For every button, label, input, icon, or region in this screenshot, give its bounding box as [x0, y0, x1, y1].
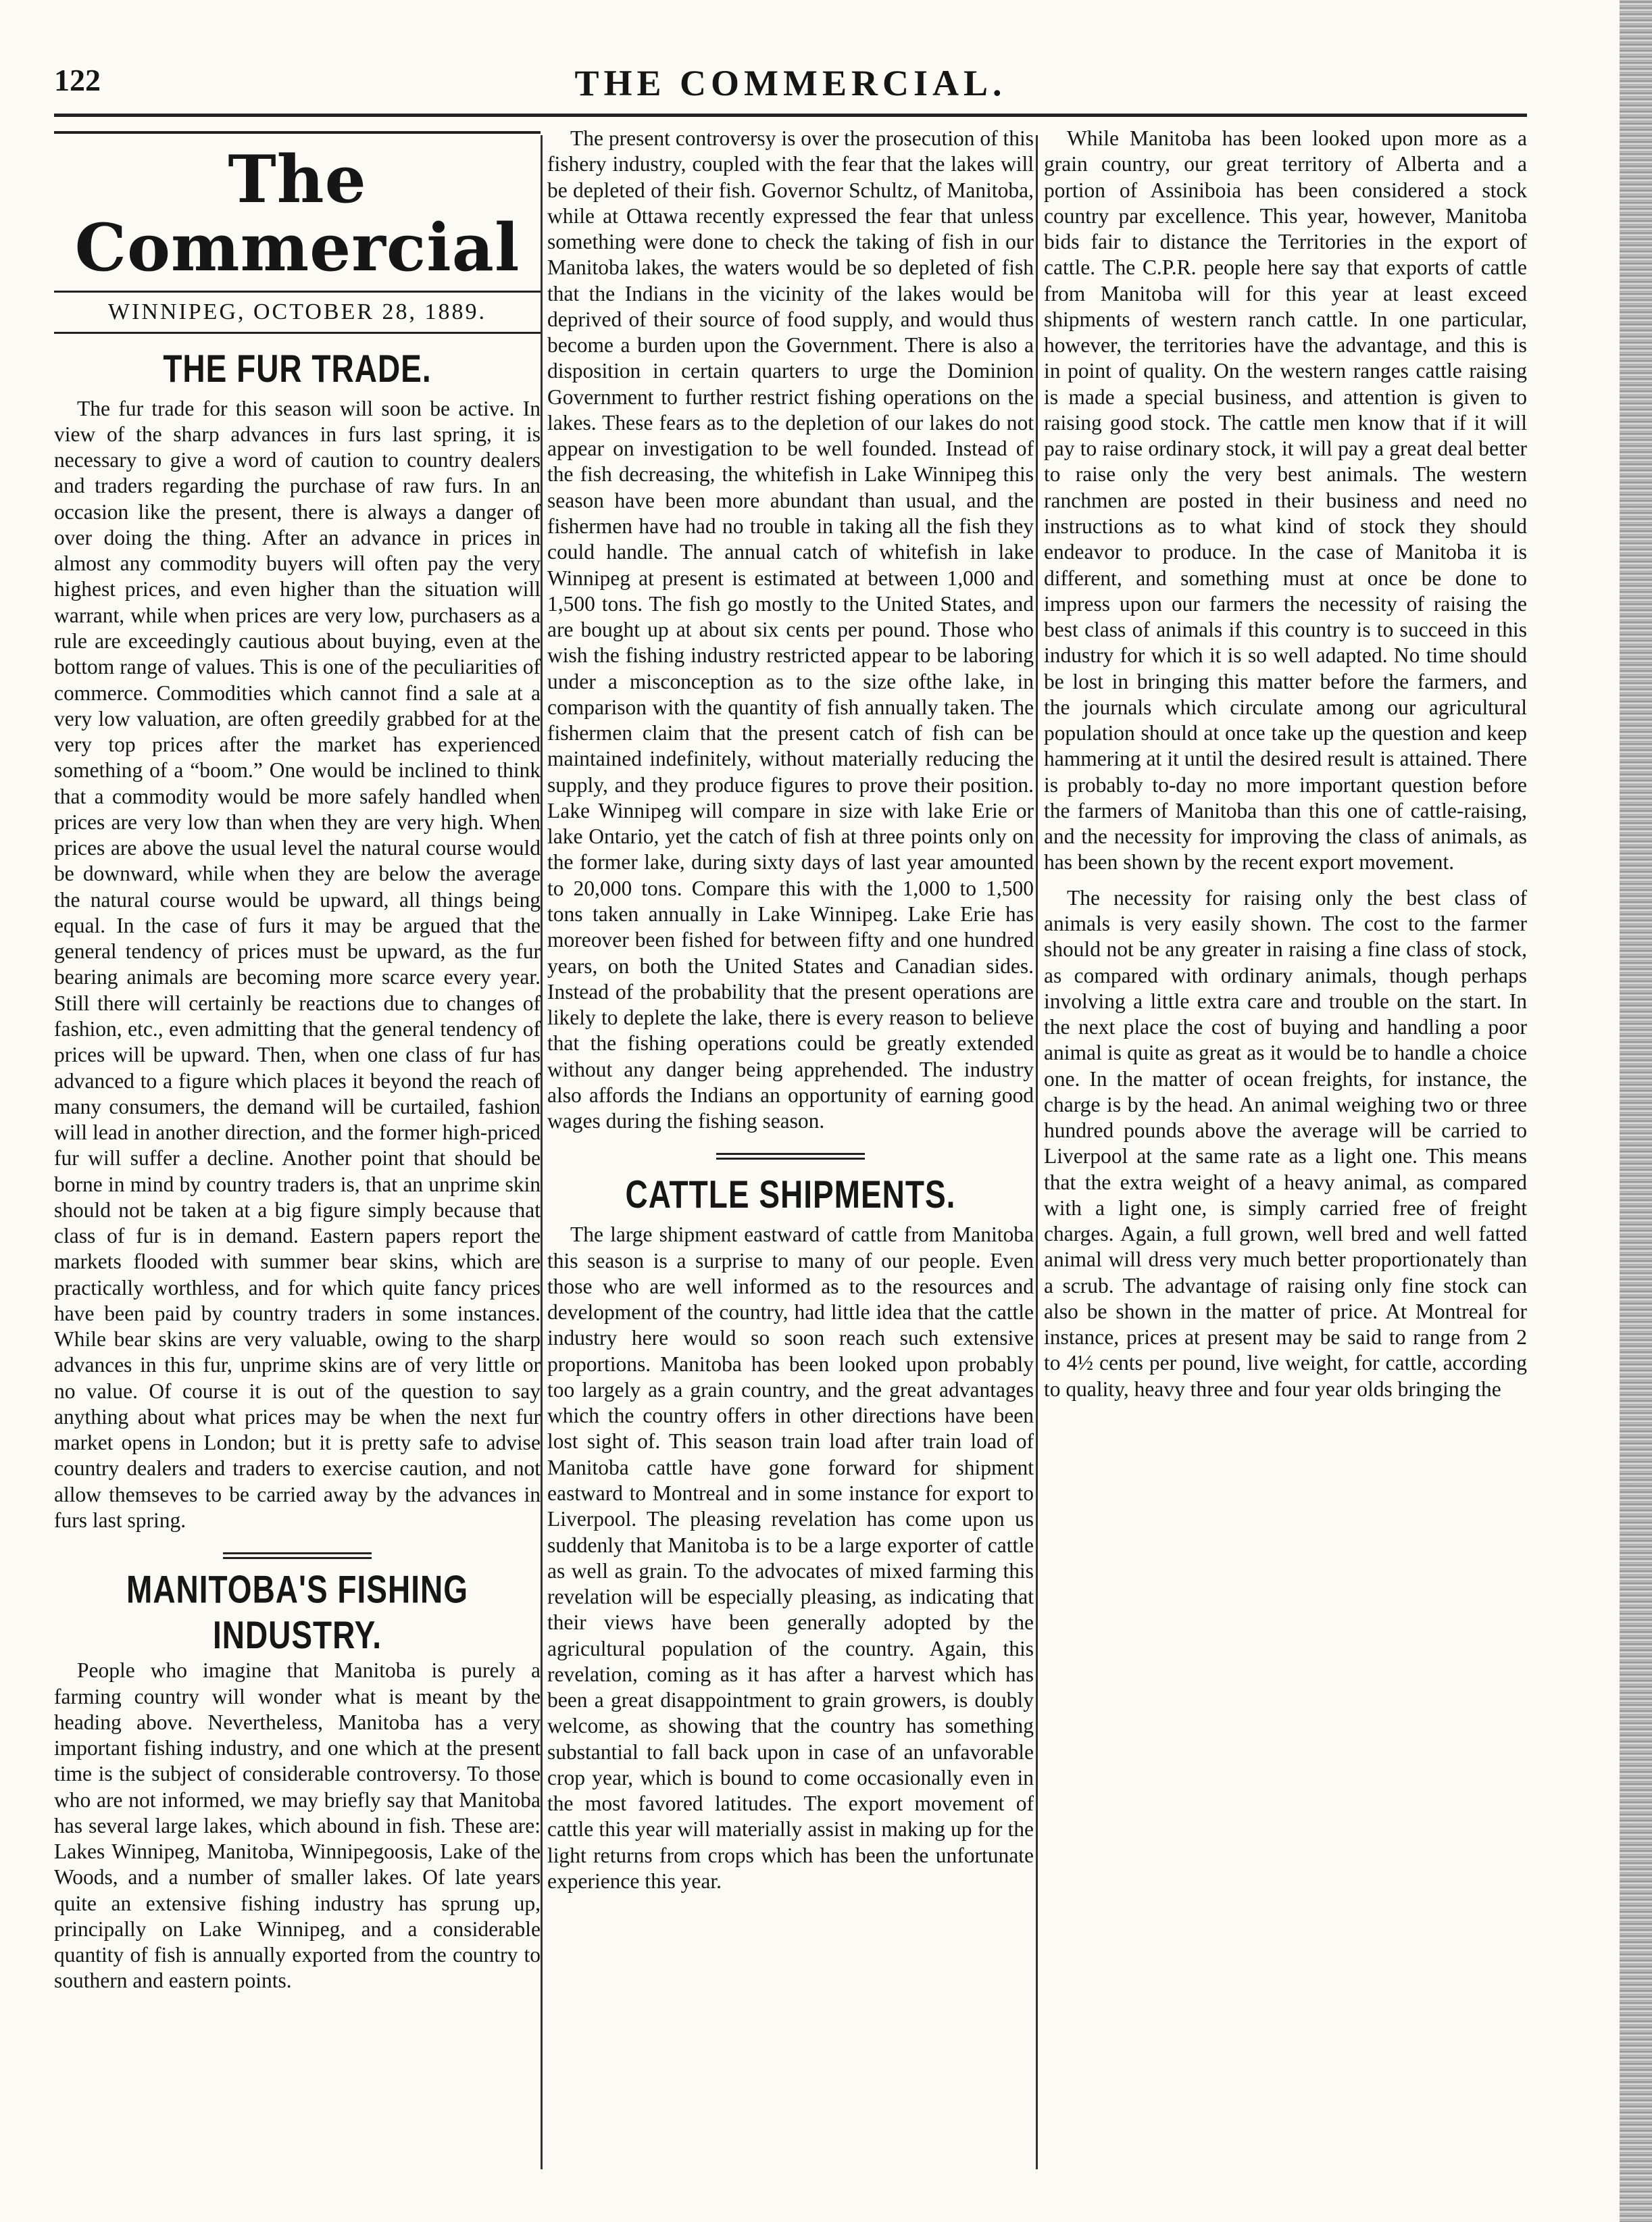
article-heading-fishing: MANITOBA'S FISHING INDUSTRY. — [126, 1567, 468, 1657]
masthead-rule — [54, 131, 541, 134]
article-paragraph: While Manitoba has been looked upon more as a grain country, our great territory of Alberta and a portion of Assiniboia has been considered a stock country par excellence. This year, however, Manitoba bids fair to distance the Territories in the export of cattle. The C.P.R. people here say that exports of cattle from Manitoba will for this year at least exceed shipments of western ranch cattle. In one particular, however, the territories have the advantage, and this is in point of quality. On the western ranges cattle raising is made a special business, and attention is given to raising good stock. The cattle men know that if it will pay to raise ordinary stock, it will pay a great deal better to raise only the very best animals. The western ranchmen are posted in their business and need no instructions as to what kind of stock they should endeavor to produce. In the case of Manitoba it is different, and something must at once be done to impress upon our farmers the necessity of raising the best class of animals if this country is to succeed in this industry for which it is so well adapted. No time should be lost in bringing this matter before the farmers, and the journals which circulate among our agricultural population should at once take up the question and keep hammering at it until the desired result is attained. There is probably to-day no more important question before the farmers of Manitoba than this one of cattle-raising, and the necessity for improving the class of animals, as has been shown by the recent export movement. — [1044, 126, 1527, 874]
column-rule — [541, 135, 543, 2169]
publication-title: THE COMMERCIAL. — [574, 63, 1007, 103]
article-paragraph: The necessity for raising only the best class of animals is very easily shown. The cost to the farmer should not be any greater in raising a fine class of stock, as compared with ordinary animals, though perhaps involving a little extra care and trouble on the start. In the next place the cost of buying and handling a poor animal is quite as great as it would be to handle a choice one. In the matter of ocean freights, for instance, the charge is by the head. An animal weighing two or three hundred pounds above the average will be carried to Liverpool at the same rate as a light one. This means that the extra weight of a heavy animal, as compared with a light one, is simply carried free of freight charges. Again, a full grown, well bred and well fatted animal will dress very much better proportionately than a scrub. The advantage of raising only fine stock can also be shown in the matter of price. At Montreal for instance, prices at present may be said to range from 2 to 4½ cents per pound, live weight, for cattle, according to quality, heavy three and four year olds bringing the — [1044, 885, 1527, 1401]
dateline: WINNIPEG, OCTOBER 28, 1889. — [54, 291, 541, 334]
page-edge-strip — [1620, 0, 1652, 2222]
article-paragraph: The fur trade for this season will soon be active. In view of the sharp advances in furs last spring, it is necessary to give a word of caution to country dealers and traders regarding the purchase of raw furs. In an occasion like the present, there is always a danger of over doing the thing. After an advance in prices in almost any commodity buyers will often pay the very highest prices, and even higher than the situation will warrant, while when prices are very low, purchasers as a rule are exceedingly cautious about buying, even at the bottom range of values. This is one of the peculiarities of commerce. Commodities which cannot find a sale at a very low valuation, are often greedily grabbed for at the very top prices after the market has experienced something of a “boom.” One would be inclined to think that a commodity would be more safely handled when prices are very low than when they are very high. When prices are above the usual level the natural course would be downward, while when they are below the average the natural course would be upward, all things being equal. In the case of furs it may be argued that the general tendency of prices must be upward, as the fur bearing animals are becoming more scarce every year. Still there will certainly be reactions due to changes of fashion, etc., even admitting that the general tendency of prices will be upward. Then, when one class of fur has advanced to a figure which places it beyond the reach of many consumers, the demand will be curtailed, fashion will lead in another direction, and the former high-priced fur will suffer a decline. Another point that should be borne in mind by country traders is, that an unprime skin should not be taken at a big figure simply because that class of fur is in demand. Eastern papers report the markets flooded with summer bear skins, which are practically worthless, and for which quite fancy prices have been paid by country traders in some instances. While bear skins are very valuable, owing to the sharp advances in this fur, unprime skins are of very little or no value. Of course it is out of the question to say anything about what prices may be when the next fur market opens in London; but it is pretty safe to advise country dealers and traders to exercise caution, and not allow themseves to be carried away by the advances in furs last spring. — [54, 396, 541, 1533]
section-separator — [716, 1153, 865, 1160]
article-paragraph: The present controversy is over the prosecution of this fishery industry, coupled with the fear that the lakes will be depleted of their fish. Governor Schultz, of Manitoba, while at Ottawa recently expressed the fear that unless something were done to check the taking of fish in our Manitoba lakes, the waters would be so depleted of fish that the Indians in the vicinity of the lakes would be deprived of their source of food supply, and would thus become a burden upon the Government. There is also a disposition in certain quarters to urge the Dominion Government to further restrict fishing operations on the lakes. These fears as to the depletion of our lakes do not appear on investigation to be well founded. Instead of the fish decreasing, the whitefish in Lake Winnipeg this season have been more abundant than usual, and the fishermen have had no trouble in taking all the fish they could handle. The annual catch of whitefish in lake Winnipeg at present is estimated at between 1,000 and 1,500 tons. The fish go mostly to the United States, and are bought up at about six cents per pound. Those who wish the fishing industry restricted appear to be laboring under a misconception as to the size ofthe lake, in comparison with the quantity of fish annually taken. The fishermen claim that the present catch of fish can be maintained indefinitely, without materially reducing the supply, and they produce figures to prove their position. Lake Winnipeg will compare in size with lake Erie or lake Ontario, yet the catch of fish at three points only on the former lake, during sixty days of last year amounted to 20,000 tons. Compare this with the 1,000 to 1,500 tons taken annually in Lake Winnipeg. Lake Erie has moreover been fished for between fifty and one hundred years, on both the United States and Canadian sides. Instead of the probability that the present operations are likely to deplete the lake, there is every reason to believe that the fishing operations could be greatly extended without any danger being apprehended. The industry also affords the Indians an opportunity of earning good wages during the fishing season. — [547, 126, 1034, 1133]
article-heading-fur-trade: THE FUR TRADE. — [163, 346, 432, 391]
header-rule — [54, 114, 1527, 117]
article-paragraph: The large shipment eastward of cattle from Manitoba this season is a surprise to many of our people. Even those who are well informed as to the resources and development of the country, had little idea that the cattle industry here would so soon reach such extensive proportions. Manitoba has been looked upon probably too largely as a grain country, and the great advantages which the country offers in other directions have been lost sight of. This season train load after train load of Manitoba cattle have gone forward for shipment eastward to Montreal and in some instance for export to Liverpool. The pleasing revelation has come upon us suddenly that Manitoba is to be a large exporter of cattle as well as grain. To the advocates of mixed farming this revelation will be especially pleasing, as indicating that their views have been generally adopted by the agricultural population of the country. Again, this revelation, coming as it has after a harvest which has been a great disappointment to grain growers, is doubly welcome, as showing that the country has something substantial to fall back upon in case of an unfavorable crop year, which is bound to come occasionally even in the most favored latitudes. The export movement of cattle this year will materially assist in making up for the light returns from crops which has been the unfortunate experience this year. — [547, 1223, 1034, 1893]
column-3 — [1044, 126, 1527, 2180]
column-2 — [547, 126, 1034, 2180]
article-paragraph: People who imagine that Manitoba is purely a farming country will wonder what is meant by the heading above. Nevertheless, Manitoba has a very important fishing industry, and one which at the present time is the subject of considerable controversy. To those who are not informed, we may briefly say that Manitoba has several large lakes, which abound in fish. These are: Lakes Winnipeg, Manitoba, Winnipegoosis, Lake of the Woods, and a number of smaller lakes. Of late years quite an extensive fishing industry has sprung up, principally on Lake Winnipeg, and a considerable quantity of fish is annually exported from the country to southern and eastern points. — [54, 1658, 541, 1993]
page-number: 122 — [54, 63, 101, 97]
column-rule — [1036, 135, 1038, 2169]
column-1 — [54, 126, 541, 2180]
article-heading-cattle: CATTLE SHIPMENTS. — [625, 1172, 956, 1216]
masthead-title: The Commercial — [74, 141, 520, 286]
section-separator — [223, 1552, 372, 1559]
running-head — [54, 62, 1527, 109]
